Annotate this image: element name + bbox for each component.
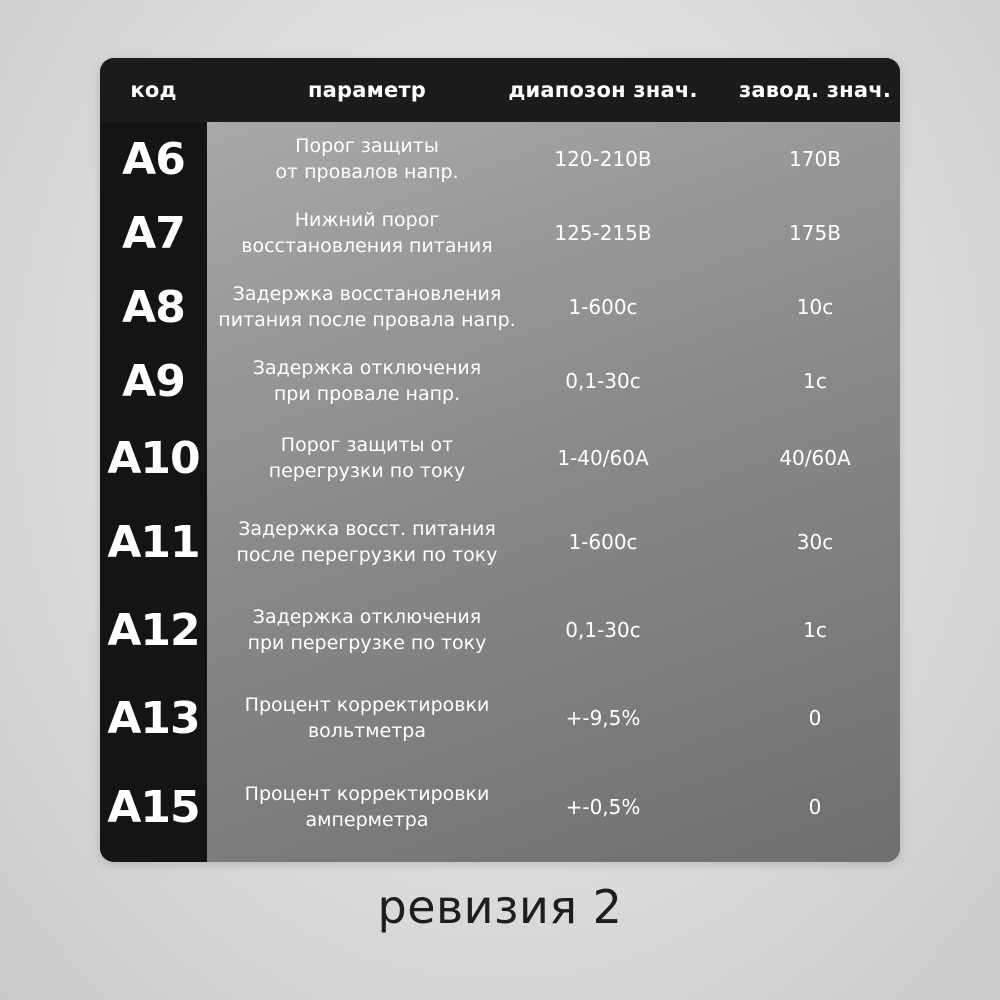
parameter-line-2: питания после провала напр. [218, 309, 516, 331]
row-code: A8 [122, 281, 185, 333]
table-row [100, 270, 900, 344]
parameter-line-1: Задержка отключения [252, 357, 482, 379]
row-code: A11 [107, 516, 200, 568]
parameter-line-1: Задержка восстановления [232, 283, 502, 305]
row-default: 30с [796, 530, 834, 554]
revision-caption: ревизия 2 [377, 880, 623, 934]
table-row [100, 344, 900, 418]
header-code: код [130, 78, 177, 102]
row-code: A6 [122, 133, 185, 185]
parameter-line-2: амперметра [305, 809, 429, 831]
row-default: 10с [796, 295, 834, 319]
row-parameter [207, 270, 527, 344]
table-row [100, 586, 900, 674]
table-row [100, 122, 900, 196]
row-default: 0 [808, 706, 822, 730]
parameter-line-1: Процент корректировки [244, 694, 490, 716]
table-row [100, 674, 900, 762]
row-range: 1-600с [568, 295, 638, 319]
parameter-line-2: вольтметра [307, 720, 427, 742]
row-parameter [207, 586, 527, 674]
row-range: +-0,5% [565, 795, 641, 819]
header-range: диапозон знач. [508, 78, 698, 102]
row-range: 0,1-30с [565, 369, 641, 393]
row-code: A13 [107, 692, 200, 744]
table-row [100, 196, 900, 270]
row-default: 1с [803, 369, 827, 393]
row-range: 125-215В [554, 221, 652, 245]
parameter-line-1: Задержка восст. питания [238, 518, 496, 540]
table-header [100, 58, 900, 122]
parameter-line-1: Нижний порог [294, 209, 440, 231]
row-default: 1с [803, 618, 827, 642]
row-code: A10 [107, 432, 200, 484]
row-range: 1-40/60А [557, 446, 649, 470]
header-parameter: параметр [307, 78, 427, 102]
row-range: 1-600с [568, 530, 638, 554]
table-row [100, 418, 900, 498]
parameter-line-2: от провалов напр. [275, 161, 459, 183]
parameter-line-2: при перегрузке по току [247, 632, 487, 654]
row-code: A12 [107, 604, 200, 656]
parameter-line-1: Порог защиты от [280, 434, 454, 456]
row-range: 120-210В [554, 147, 652, 171]
row-default: 40/60А [779, 446, 851, 470]
row-code: A9 [122, 355, 185, 407]
row-parameter [207, 762, 527, 852]
parameter-line-1: Порог защиты [295, 135, 439, 157]
row-code: A15 [107, 781, 200, 833]
row-code: A7 [122, 207, 185, 259]
parameter-line-2: при провале напр. [273, 383, 461, 405]
parameter-line-2: восстановления питания [241, 235, 493, 257]
parameter-line-1: Процент корректировки [244, 783, 490, 805]
table-row [100, 762, 900, 852]
header-default: завод. знач. [738, 78, 891, 102]
row-default: 170В [789, 147, 841, 171]
row-parameter [207, 418, 527, 498]
parameter-line-2: перегрузки по току [268, 460, 466, 482]
row-default: 0 [808, 795, 822, 819]
row-range: 0,1-30с [565, 618, 641, 642]
row-default: 175В [789, 221, 841, 245]
table-row [100, 498, 900, 586]
parameter-table [100, 58, 900, 862]
parameter-line-2: после перегрузки по току [236, 544, 498, 566]
row-parameter [207, 196, 527, 270]
row-parameter [207, 674, 527, 762]
row-range: +-9,5% [565, 706, 641, 730]
row-parameter [207, 344, 527, 418]
parameter-line-1: Задержка отключения [252, 606, 482, 628]
row-parameter [207, 498, 527, 586]
row-parameter [207, 122, 527, 196]
